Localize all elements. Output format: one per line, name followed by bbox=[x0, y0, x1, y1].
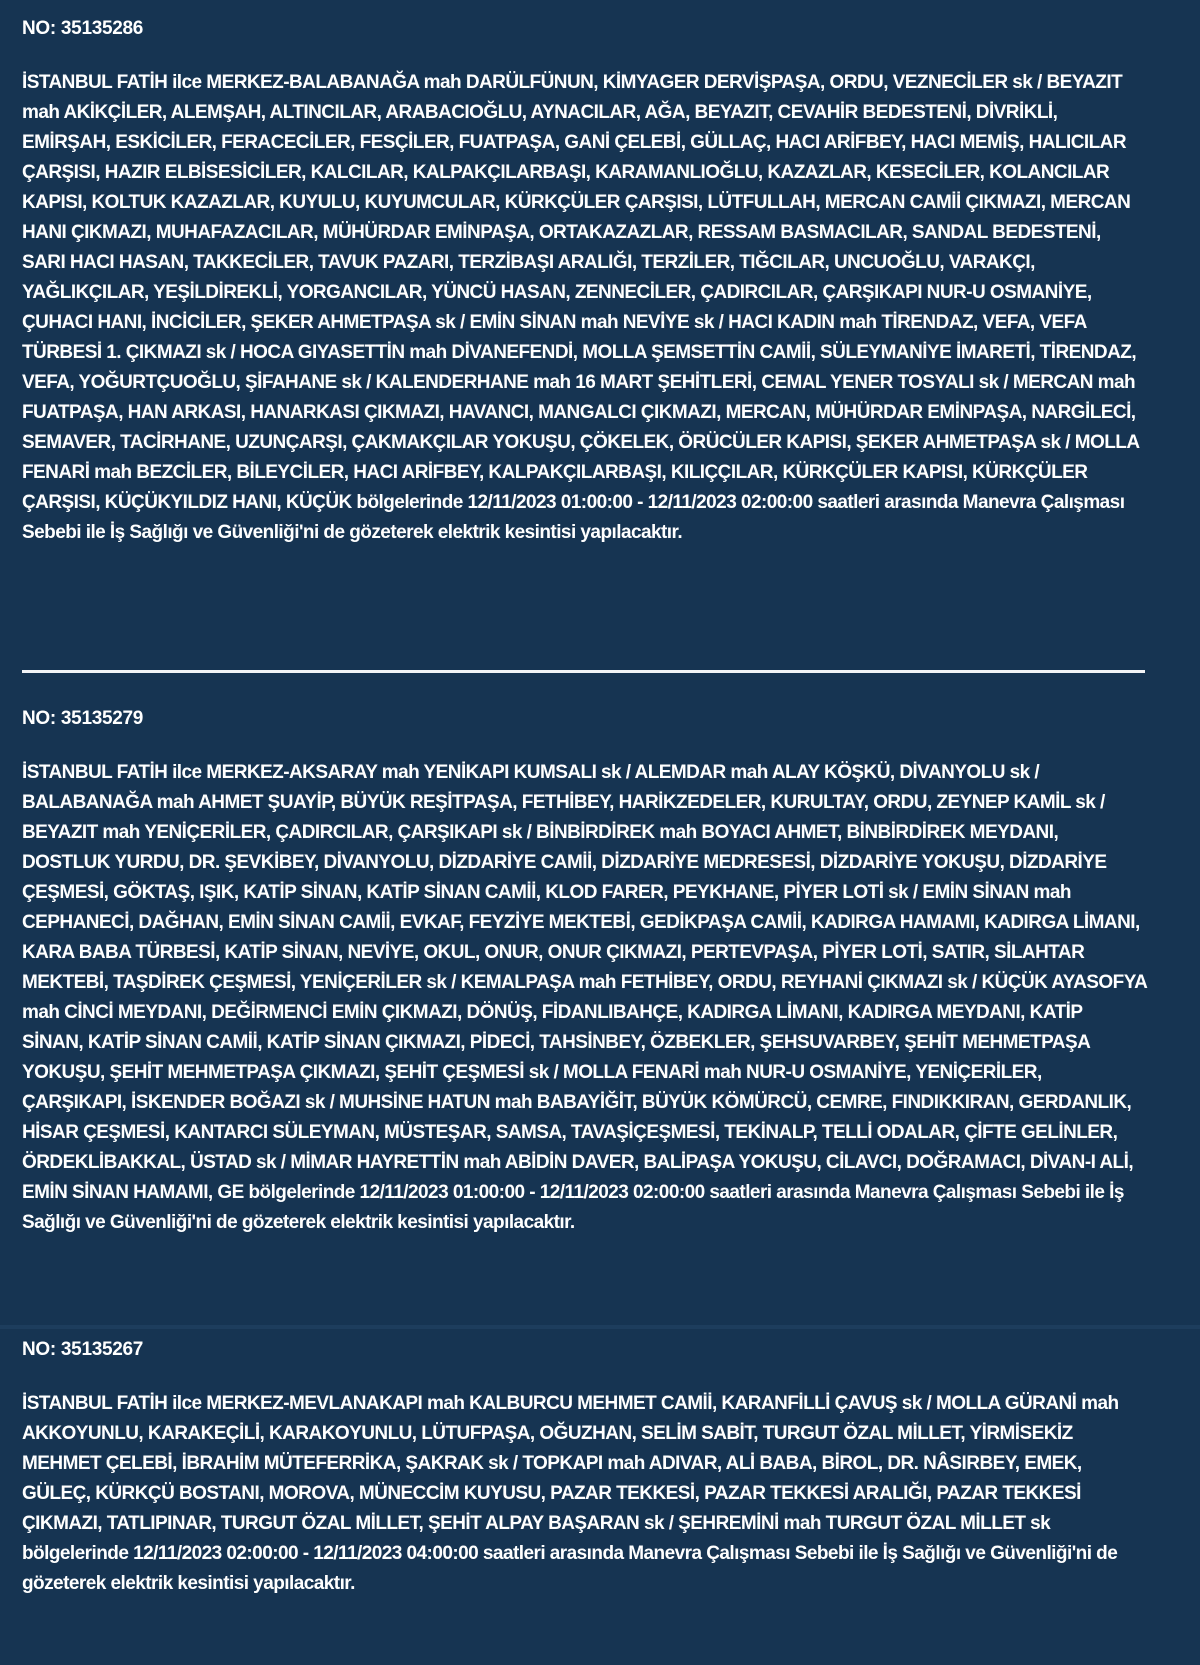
notice-number: NO: 35135267 bbox=[22, 1339, 144, 1360]
notice-number: NO: 35135286 bbox=[22, 18, 144, 39]
notice-text: İSTANBUL FATİH ilce MERKEZ-BALABANAĞA mah DARÜLFÜNUN, KİMYAGER DERVİŞPAŞA, ORDU, VEZNECİLER sk / BEYAZIT mah AKİKÇİLER, ALEMŞAH, ALTINCILAR, ARABACIOĞLU, AYNACILAR, AĞA, BEYAZIT, CEVAHİR BEDESTENİ, DİVRİKLİ, EMİRŞAH, ESKİCİLER, FERACECİLER, FESÇİLER, FUATPAŞA, GANİ ÇELEBİ, GÜLLAÇ, HACI ARİFBEY, HACI MEMİŞ, HALICILAR ÇARŞISI, HAZIR ELBİSESİCİLER, KALCILAR, KALPAKÇILARBAŞI, KARAMANLIOĞLU, KAZAZLAR, KESECİLER, KOLANCILAR KAPISI, KOLTUK KAZAZLAR, KUYULU, KUYUMCULAR, KÜRKÇÜLER ÇARŞISI, LÜTFULLAH, MERCAN CAMİİ ÇIKMAZI, MERCAN HANI ÇIKMAZI, MUHAFAZACILAR, MÜHÜRDAR EMİNPAŞA, ORTAKAZAZLAR, RESSAM BASMACILAR, SANDAL BEDESTENİ, SARI HACI HASAN, TAKKECİLER, TAVUK PAZARI, TERZİBAŞI ARALIĞI, TERZİLER, TIĞCILAR, UNCUOĞLU, VARAKÇI, YAĞLIKÇILAR, YEŞİLDİREKLİ, YORGANCILAR, YÜNCÜ HASAN, ZENNECİLER, ÇADIRCILAR, ÇARŞIKAPI NUR-U OSMANİYE, ÇUHACI HANI, İNCİCİLER, ŞEKER AHMETPAŞA sk / EMİN SİNAN mah NEVİYE sk / HACI KADIN mah TİRENDAZ, VEFA, VEFA TÜRBESİ 1. ÇIKMAZI sk / HOCA GIYASETTİN mah DİVANEFENDİ, MOLLA ŞEMSETTİN CAMİİ, SÜLEYMANİYE İMARETİ, TİRENDAZ, VEFA, YOĞURTÇUOĞLU, ŞİFAHANE sk / KALENDERHANE mah 16 MART ŞEHİTLERİ, CEMAL YENER TOSYALI sk / MERCAN mah FUATPAŞA, HAN ARKASI, HANARKASI ÇIKMAZI, HAVANCI, MANGALCI ÇIKMAZI, MERCAN, MÜHÜRDAR EMİNPAŞA, NARGİLECİ, SEMAVER, TACİRHANE, UZUNÇARŞI, ÇAKMAKÇILAR YOKUŞU, ÇÖKELEK, ÖRÜCÜLER KAPISI, ŞEKER AHMETPAŞA sk / MOLLA FENARİ mah BEZCİLER, BİLEYCİLER, HACI ARİFBEY, KALPAKÇILARBAŞI, KILIÇÇILAR, KÜRKÇÜLER KAPISI, KÜRKÇÜLER ÇARŞISI, KÜÇÜKYILDIZ HANI, KÜÇÜK bölgelerinde 12/11/2023 01:00:00 - 12/11/2023 02:00:00 saatleri arasında Manevra Çalışması Sebebi ile İş Sağlığı ve Güvenliği'ni de gözeterek elektrik kesintisi yapılacaktır. bbox=[22, 72, 1139, 543]
notice-number: NO: 35135279 bbox=[22, 708, 144, 729]
outage-notice bbox=[22, 1337, 1147, 1599]
outage-notice bbox=[22, 16, 1147, 548]
section-seam bbox=[0, 1325, 1200, 1329]
notice-text: İSTANBUL FATİH ilce MERKEZ-MEVLANAKAPI mah KALBURCU MEHMET CAMİİ, KARANFİLLİ ÇAVUŞ sk / MOLLA GÜRANİ mah AKKOYUNLU, KARAKEÇİLİ, KARAKOYUNLU, LÜTUFPAŞA, OĞUZHAN, SELİM SABİT, TURGUT ÖZAL MİLLET, YİRMİSEKİZ MEHMET ÇELEBİ, İBRAHİM MÜTEFERRİKA, ŞAKRAK sk / TOPKAPI mah ADIVAR, ALİ BABA, BİROL, DR. NÂSIRBEY, EMEK, GÜLEÇ, KÜRKÇÜ BOSTANI, MOROVA, MÜNECCİM KUYUSU, PAZAR TEKKESİ, PAZAR TEKKESİ ARALIĞI, PAZAR TEKKESİ ÇIKMAZI, TATLIPINAR, TURGUT ÖZAL MİLLET, ŞEHİT ALPAY BAŞARAN sk / ŞEHREMİNİ mah TURGUT ÖZAL MİLLET sk bölgelerinde 12/11/2023 02:00:00 - 12/11/2023 04:00:00 saatleri arasında Manevra Çalışması Sebebi ile İş Sağlığı ve Güvenliği'ni de gözeterek elektrik kesintisi yapılacaktır. bbox=[22, 1393, 1119, 1594]
notice-text: İSTANBUL FATİH ilce MERKEZ-AKSARAY mah YENİKAPI KUMSALI sk / ALEMDAR mah ALAY KÖŞKÜ, DİVANYOLU sk / BALABANAĞA mah AHMET ŞUAYİP, BÜYÜK REŞİTPAŞA, FETHİBEY, HARİKZEDELER, KURULTAY, ORDU, ZEYNEP KAMİL sk / BEYAZIT mah YENİÇERİLER, ÇADIRCILAR, ÇARŞIKAPI sk / BİNBİRDİREK mah BOYACI AHMET, BİNBİRDİREK MEYDANI, DOSTLUK YURDU, DR. ŞEVKİBEY, DİVANYOLU, DİZDARİYE CAMİİ, DİZDARİYE MEDRESESİ, DİZDARİYE YOKUŞU, DİZDARİYE ÇEŞMESİ, GÖKTAŞ, IŞIK, KATİP SİNAN, KATİP SİNAN CAMİİ, KLOD FARER, PEYKHANE, PİYER LOTİ sk / EMİN SİNAN mah CEPHANECİ, DAĞHAN, EMİN SİNAN CAMİİ, EVKAF, FEYZİYE MEKTEBİ, GEDİKPAŞA CAMİİ, KADIRGA HAMAMI, KADIRGA LİMANI, KARA BABA TÜRBESİ, KATİP SİNAN, NEVİYE, OKUL, ONUR, ONUR ÇIKMAZI, PERTEVPAŞA, PİYER LOTİ, SATIR, SİLAHTAR MEKTEBİ, TAŞDİREK ÇEŞMESİ, YENİÇERİLER sk / KEMALPAŞA mah FETHİBEY, ORDU, REYHANİ ÇIKMAZI sk / KÜÇÜK AYASOFYA mah CİNCİ MEYDANI, DEĞİRMENCİ EMİN ÇIKMAZI, DÖNÜŞ, FİDANLIBAHÇE, KADIRGA LİMANI, KADIRGA MEYDANI, KATİP SİNAN, KATİP SİNAN CAMİİ, KATİP SİNAN ÇIKMAZI, PİDECİ, TAHSİNBEY, ÖZBEKLER, ŞEHSUVARBEY, ŞEHİT MEHMETPAŞA YOKUŞU, ŞEHİT MEHMETPAŞA ÇIKMAZI, ŞEHİT ÇEŞMESİ sk / MOLLA FENARİ mah NUR-U OSMANİYE, YENİÇERİLER, ÇARŞIKAPI, İSKENDER BOĞAZI sk / MUHSİNE HATUN mah BABAYİĞİT, BÜYÜK KÖMÜRCÜ, CEMRE, FINDIKKIRAN, GERDANLIK, HİSAR ÇEŞMESİ, KANTARCI SÜLEYMAN, MÜSTEŞAR, SAMSA, TAVAŞİÇEŞMESİ, TEKİNALP, TELLİ ODALAR, ÇİFTE GELİNLER, ÖRDEKLİBAKKAL, ÜSTAD sk / MİMAR HAYRETTİN mah ABİDİN DAVER, BALİPAŞA YOKUŞU, CİLAVCI, DOĞRAMACI, DİVAN-I ALİ, EMİN SİNAN HAMAMI, GE bölgelerinde 12/11/2023 01:00:00 - 12/11/2023 02:00:00 saatleri arasında Manevra Çalışması Sebebi ile İş Sağlığı ve Güvenliği'ni de gözeterek elektrik kesintisi yapılacaktır. bbox=[22, 762, 1147, 1233]
outage-notice bbox=[22, 706, 1147, 1238]
section-divider bbox=[22, 670, 1145, 673]
